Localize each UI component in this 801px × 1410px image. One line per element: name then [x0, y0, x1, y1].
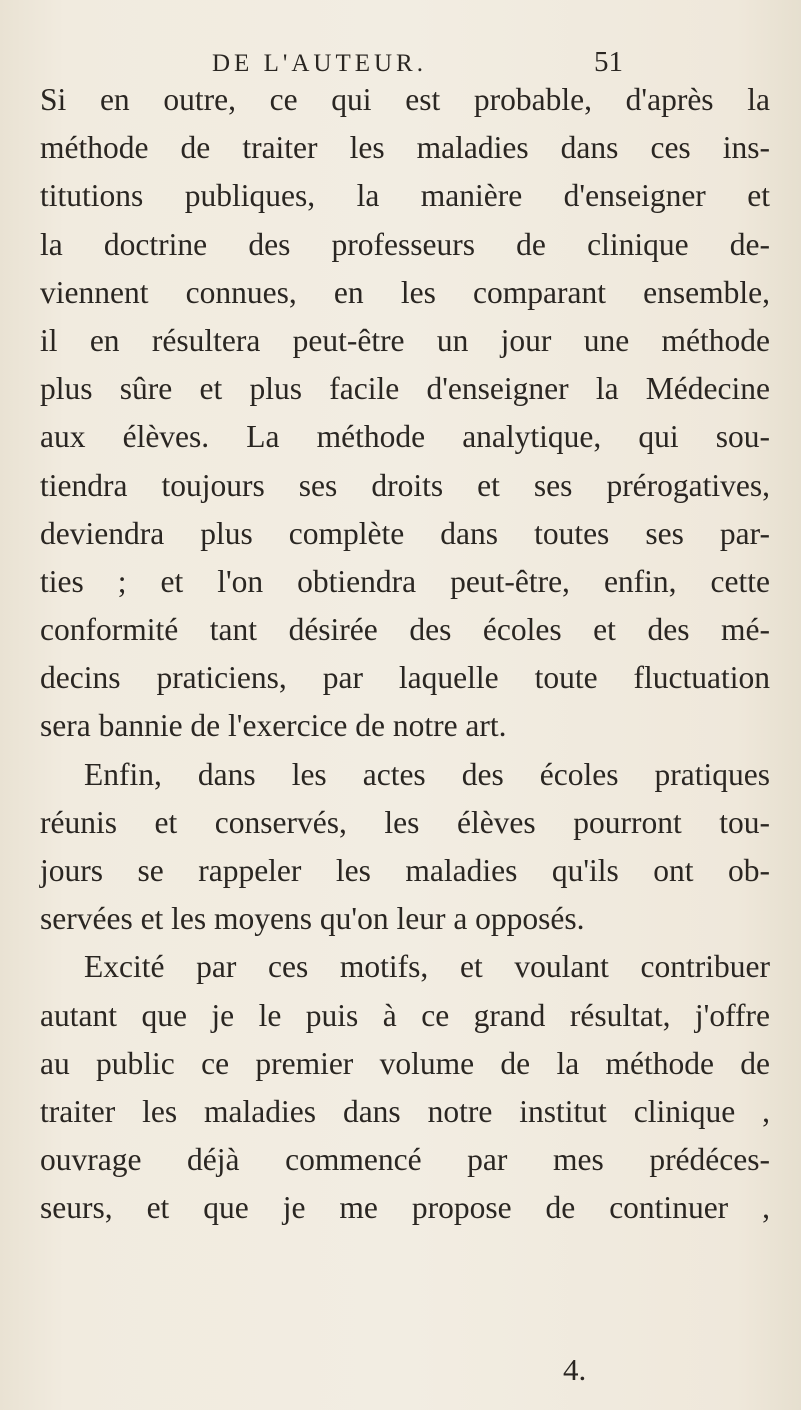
text-line: méthode de traiter les maladies dans ces ins-: [40, 130, 770, 166]
text-line: seurs, et que je me propose de continuer ,: [40, 1190, 770, 1226]
text-line: Excité par ces motifs, et voulant contribuer: [84, 949, 770, 985]
text-line: la doctrine des professeurs de clinique de-: [40, 226, 770, 262]
body-text: [40, 76, 770, 1233]
text-line: ties ; et l'on obtiendra peut-être, enfin, cette: [40, 563, 770, 599]
text-line: deviendra plus complète dans toutes ses par-: [40, 515, 770, 551]
running-title: DE L'AUTEUR.: [212, 50, 427, 77]
catchword: 4.: [563, 1352, 587, 1387]
text-line: autant que je le puis à ce grand résultat, j'offre: [40, 997, 770, 1033]
text-line: sera bannie de l'exercice de notre art.: [40, 708, 507, 744]
text-line: Si en outre, ce qui est probable, d'après la: [40, 82, 770, 117]
text-line: Enfin, dans les actes des écoles pratiques: [84, 756, 770, 792]
text-line: servées et les moyens qu'on leur a opposés.: [40, 901, 585, 937]
text-line: il en résultera peut-être un jour une méthode: [40, 322, 770, 358]
text-line: decins praticiens, par laquelle toute fluctuation: [40, 660, 770, 696]
page-number: 51: [594, 46, 623, 78]
text-line: titutions publiques, la manière d'enseigner et: [40, 178, 770, 214]
text-line: réunis et conservés, les élèves pourront tou-: [40, 804, 770, 840]
text-line: plus sûre et plus facile d'enseigner la Médecine: [40, 371, 770, 407]
text-line: traiter les maladies dans notre institut clinique ,: [40, 1093, 770, 1129]
text-line: conformité tant désirée des écoles et des mé-: [40, 612, 770, 648]
text-line: aux élèves. La méthode analytique, qui sou-: [40, 419, 770, 455]
text-line: au public ce premier volume de la méthode de: [40, 1045, 770, 1081]
text-line: ouvrage déjà commencé par mes prédéces-: [40, 1142, 770, 1178]
text-line: viennent connues, en les comparant ensemble,: [40, 274, 770, 310]
text-line: tiendra toujours ses droits et ses prérogatives,: [40, 467, 770, 503]
text-line: jours se rappeler les maladies qu'ils ont ob-: [40, 853, 770, 888]
